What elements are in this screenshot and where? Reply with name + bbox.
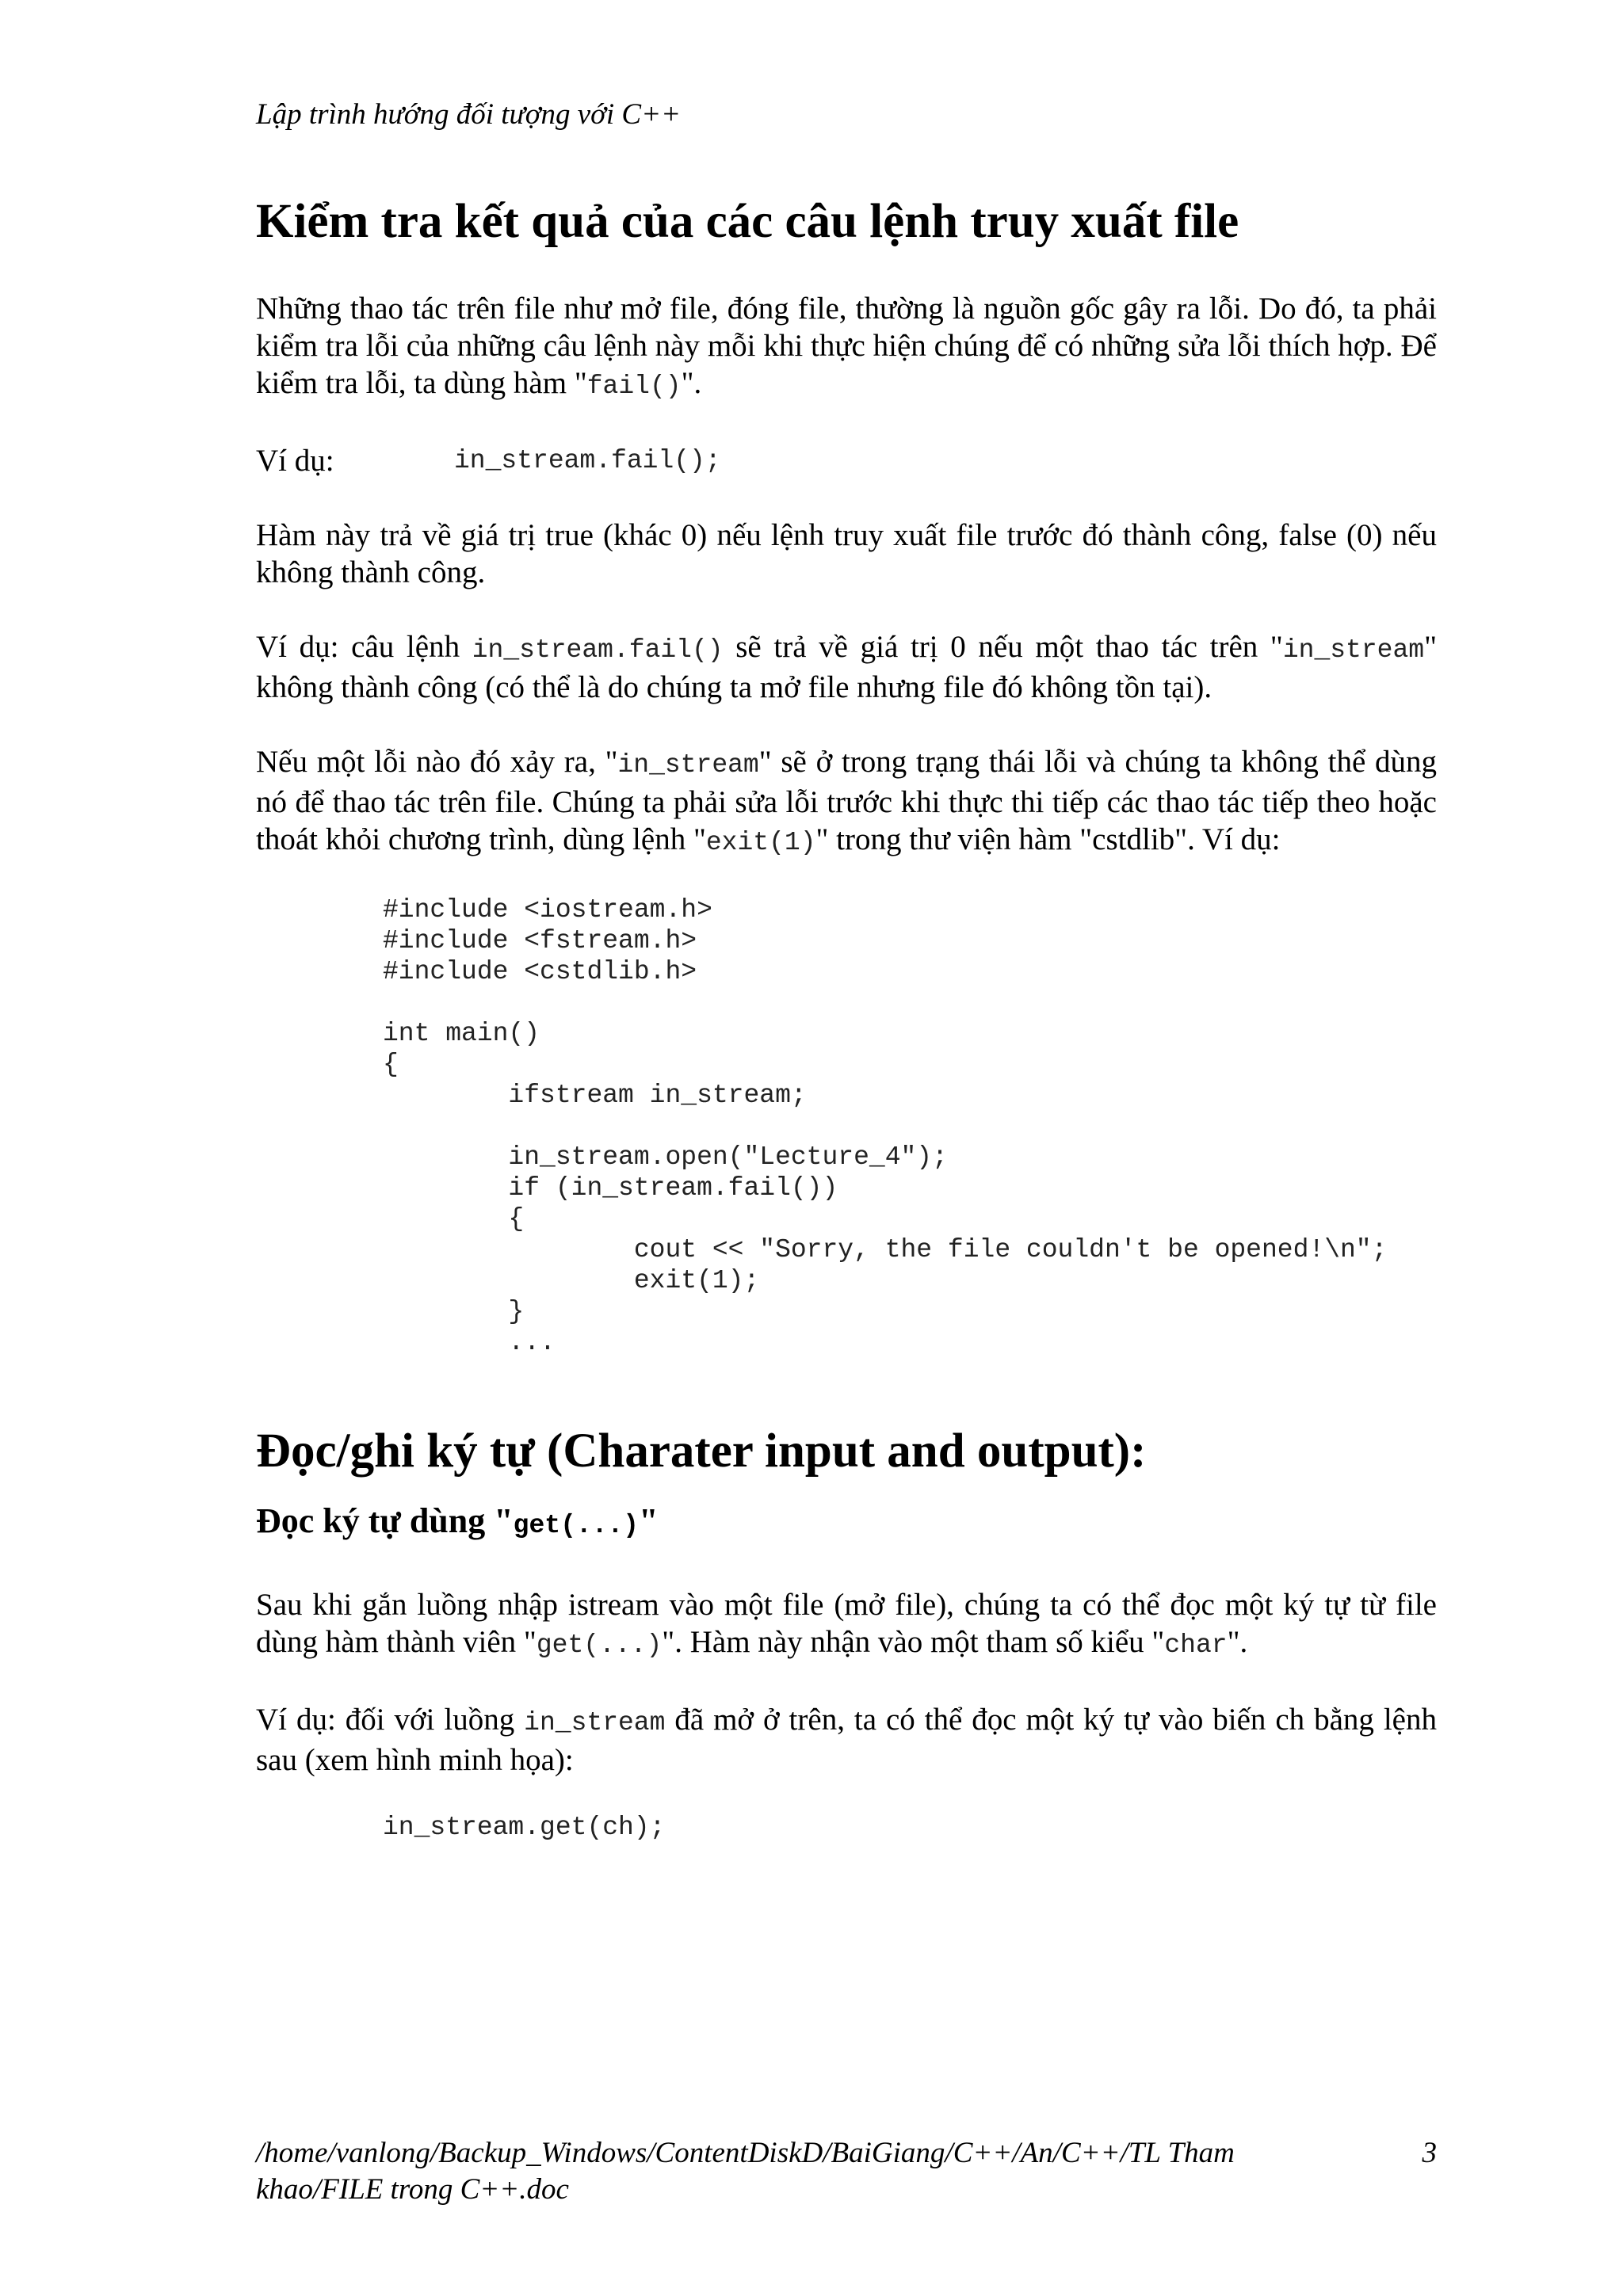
paragraph-example-fail: Ví dụ: câu lệnh in_stream.fail() sẽ trả về giá trị 0 nếu một thao tác trên "in_stream" không thành công (có thể là do chúng ta mở file nhưng file đó không tồn tại). bbox=[256, 630, 1437, 704]
page-header: Lập trình hướng đối tượng với C++ bbox=[256, 98, 682, 131]
example-row bbox=[256, 442, 1437, 479]
example-label: Ví dụ: bbox=[256, 444, 334, 478]
section-title-char-io: Đọc/ghi ký tự (Charater input and output): bbox=[256, 1425, 1147, 1478]
paragraph-get-example: Ví dụ: đối với luồng in_stream đã mở ở trên, ta có thể đọc một ký tự vào biến ch bằng lệnh sau (xem hình minh họa): bbox=[256, 1703, 1437, 1777]
paragraph-get-intro: Sau khi gắn luồng nhập istream vào một file (mở file), chúng ta có thể đọc một ký tự từ file dùng hàm thành viên "get(...)". Hàm này nhận vào một tham số kiểu "char". bbox=[256, 1588, 1437, 1660]
example-code: in_stream.fail(); bbox=[454, 446, 721, 475]
code-block-example: #include <iostream.h> #include <fstream.h> #include <cstdlib.h> int main() { ifstream in_stream; in_stream.open("Lecture_4"); if (in_stream.fail()) { cout << "Sorry, the file couldn't be opened!\n"; exit(1); } ... bbox=[383, 895, 1388, 1357]
page-content bbox=[256, 190, 1437, 1843]
section-title-error-check: Kiểm tra kết quả của các câu lệnh truy xuất file bbox=[256, 195, 1239, 248]
subsection-title-get: Đọc ký tự dùng "get(...)" bbox=[256, 1501, 659, 1540]
inline-code-fail: fail() bbox=[586, 372, 682, 401]
page-number: 3 bbox=[1422, 2137, 1437, 2169]
code-line-get: in_stream.get(ch); bbox=[383, 1813, 666, 1842]
paragraph-error-state: Nếu một lỗi nào đó xảy ra, "in_stream" sẽ ở trong trạng thái lỗi và chúng ta không thể dùng nó để thao tác trên file. Chúng ta phải sửa lỗi trước khi thực thi tiếp các thao tác tiếp theo hoặc thoát khỏi chương trình, dùng lệnh "exit(1)" trong thư viện hàm "cstdlib". Ví dụ: bbox=[256, 745, 1437, 857]
paragraph-return-value: Hàm này trả về giá trị true (khác 0) nếu lệnh truy xuất file trước đó thành công, false (0) nếu không thành công. bbox=[256, 518, 1437, 589]
page-footer bbox=[256, 2135, 1437, 2208]
footer-file-path: /home/vanlong/Backup_Windows/ContentDiskD/BaiGiang/C++/An/C++/TL Tham khao/FILE trong C++.doc bbox=[256, 2137, 1235, 2206]
paragraph-intro: Những thao tác trên file như mở file, đóng file, thường là nguồn gốc gây ra lỗi. Do đó, ta phải kiểm tra lỗi của những câu lệnh này mỗi khi thực hiện chúng để có những sửa lỗi thích hợp. Để kiểm tra lỗi, ta dùng hàm "fail()". bbox=[256, 292, 1437, 401]
